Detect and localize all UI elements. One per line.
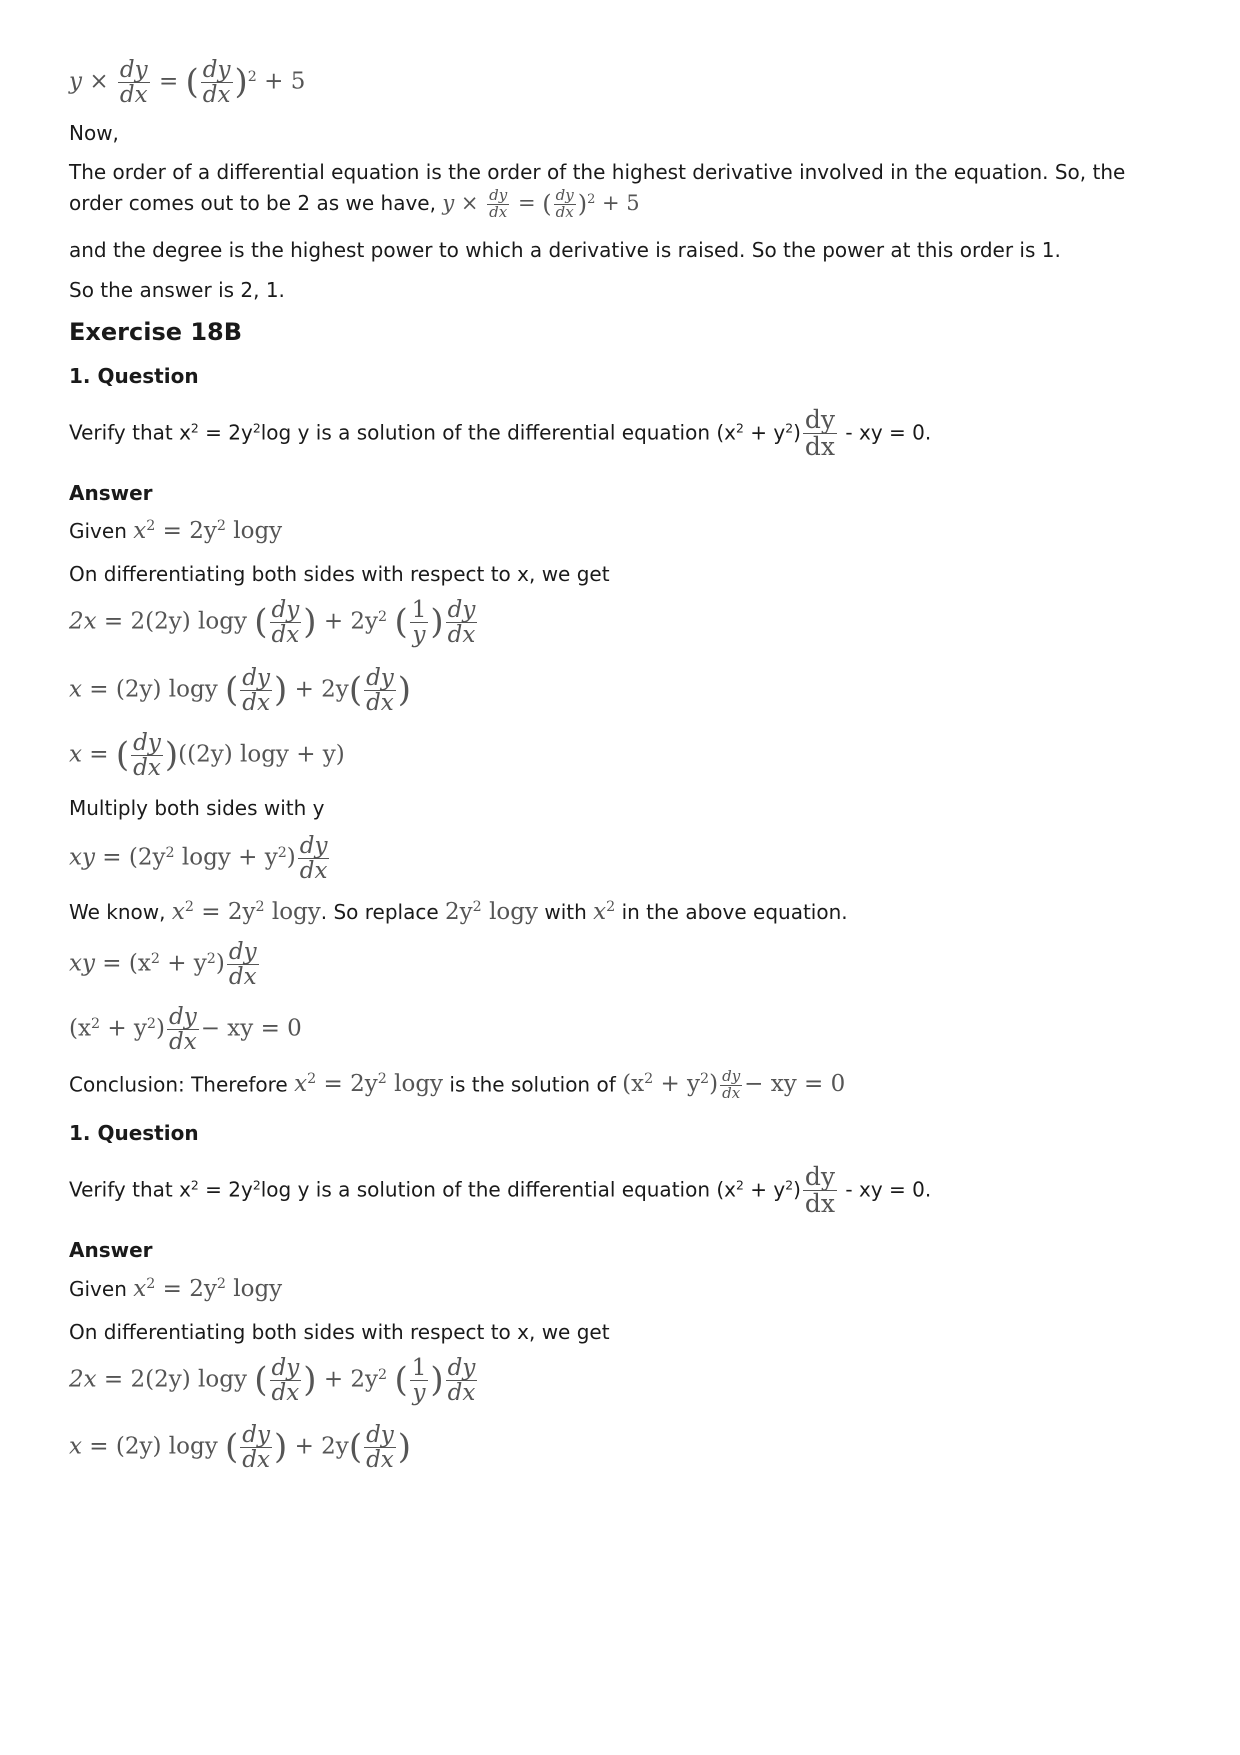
equation-step2-2: x = (2y) logy ( $\frac{dy}{dx}$ ) + 2y( $\frac{dy}{dx}$ ) xyxy=(69,1422,412,1474)
fraction-dy-dx: $\frac{dy}{dx}$ xyxy=(202,57,231,109)
answer-label: Answer xyxy=(69,481,153,505)
order-paragraph-line2: order comes out to be 2 as we have, y × $\frac{dy}{dx}$ = ( $\frac{dy}{dx}$ )$^2$ + 5 xyxy=(69,186,640,221)
multiply-line: Multiply both sides with y xyxy=(69,796,325,820)
differentiating-line-2: On differentiating both sides with respect to x, we get xyxy=(69,1320,610,1344)
answer-label-2: Answer xyxy=(69,1238,153,1262)
equation-step1: 2x = 2(2y) logy ( $\frac{dy}{dx}$ ) + $2y^2$ ( $\frac{1}{y}$ ) $\frac{dy}{dx}$ xyxy=(69,597,476,649)
question-label: 1. Question xyxy=(69,364,199,388)
we-know-line: We know, $x^2 = 2y^2$ logy. So replace $2y^2$ logy with $x^2$ in the above equation. xyxy=(69,899,848,925)
given-equation: $x^2 = 2y^2$ logy xyxy=(133,518,283,544)
equation-order-degree: y × $\frac{dy}{dx}$ = ( $\frac{dy}{dx}$ )$^2$ + 5 xyxy=(69,57,306,109)
exercise-heading: Exercise 18B xyxy=(69,318,243,346)
question-text: Verify that $x^2 = 2y^2\log$ y is a solution of the differential equation $(x^2 + y^2)$ $\frac{dy}{dx}$ - xy = 0. xyxy=(69,405,932,462)
equation-step1-2: 2x = 2(2y) logy ( $\frac{dy}{dx}$ ) + $2y^2$ ( $\frac{1}{y}$ ) $\frac{dy}{dx}$ xyxy=(69,1355,476,1407)
equation-step4: xy = ($2y^2$ $\log y + y^2$) $\frac{dy}{dx}$ xyxy=(69,833,328,885)
degree-paragraph: and the degree is the highest power to which a derivative is raised. So the power at this order is 1. xyxy=(69,238,1061,262)
now-text: Now, xyxy=(69,121,119,145)
differentiating-line: On differentiating both sides with respect to x, we get xyxy=(69,562,610,586)
answer-line: So the answer is 2, 1. xyxy=(69,278,285,302)
equation-step2: x = (2y) logy ( $\frac{dy}{dx}$ ) + 2y( $\frac{dy}{dx}$ ) xyxy=(69,665,412,717)
equation-step5: xy = $(x^2 + y^2)$ $\frac{dy}{dx}$ xyxy=(69,939,257,991)
fraction-dy-dx: $\frac{dy}{dx}$ xyxy=(119,57,148,109)
equation-step6: $(x^2 + y^2)$ $\frac{dy}{dx}$ − xy = 0 xyxy=(69,1004,302,1056)
given-line: Given $x^2 = 2y^2$ logy xyxy=(69,518,283,544)
equation-step3: x = ( $\frac{dy}{dx}$ )((2y) logy + y) xyxy=(69,730,345,782)
inline-equation-order: y × $\frac{dy}{dx}$ = ( $\frac{dy}{dx}$ )$^2$ + 5 xyxy=(442,186,640,221)
conclusion-line: Conclusion: Therefore $x^2 = 2y^2$ logy is the solution of $(x^2 + y^2)$ $\frac{dy}{dx}$ − xy = 0 xyxy=(69,1067,846,1102)
question-label-2: 1. Question xyxy=(69,1121,199,1145)
given-line-2: Given $x^2 = 2y^2$ logy xyxy=(69,1276,283,1302)
order-paragraph-line1: The order of a differential equation is the order of the highest derivative involved in the equation. So, the xyxy=(69,160,1126,184)
question-text-2: Verify that $x^2 = 2y^2\log$ y is a solution of the differential equation $(x^2 + y^2)$ $\frac{dy}{dx}$ - xy = 0. xyxy=(69,1162,932,1219)
